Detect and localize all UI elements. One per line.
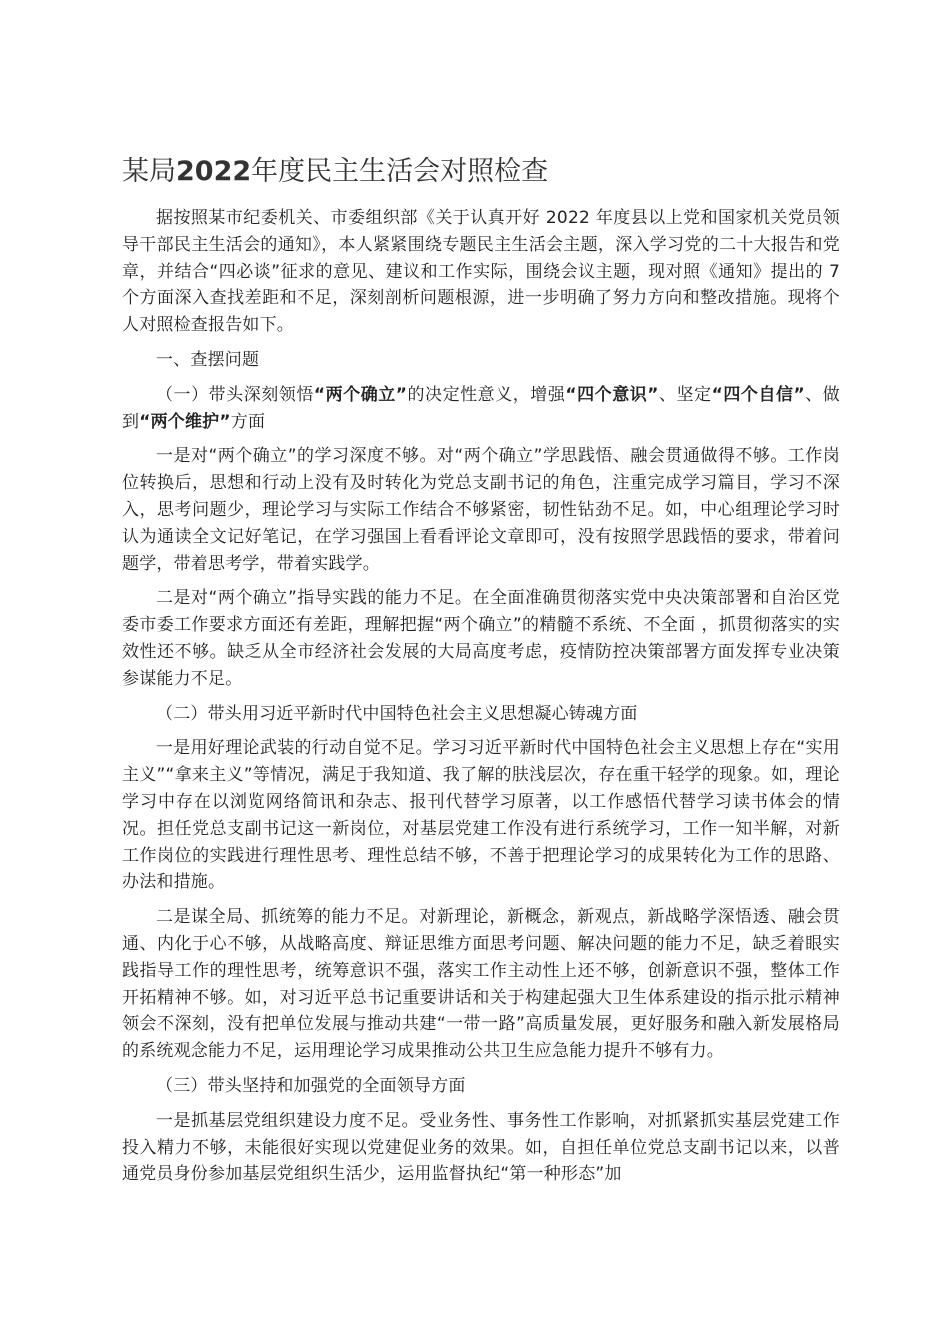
paragraph-2-1: 一是用好理论武装的行动自觉不足。学习习近平新时代中国特色社会主义思想上存在“实用主义”“拿来主义”等情况，满足于我知道、我了解的肤浅层次，存在重干轻学的现象。如，理论学习中存在以浏览网络简讯和杂志、报刊代替学习原著，以工作感悟代替学习读书体会的情况。担任党总支副书记这一新岗位，对基层党建工作没有进行系统学习，工作一知半解，对新工作岗位的实践进行理性思考、理性总结不够，不善于把理论学习的成果转化为工作的思路、办法和措施。 — [122, 738, 840, 893]
document-title — [122, 152, 548, 192]
subheading-1-part-i: 方面 — [230, 411, 266, 432]
document-body — [122, 205, 840, 1196]
paragraph-1-2: 二是对“两个确立”指导实践的能力不足。在全面准确贯彻落实党中央决策部署和自治区党委市委工作要求方面还有差距，理解把握“两个确立”的精髓不系统、不全面 ，抓贯彻落实的实效性还不够。缺乏从全市经济社会发展的大局高度考虑，疫情防控决策部署方面发挥专业决策参谋能力不足。 — [122, 588, 840, 689]
paragraph-2-2: 二是谋全局、抓统筹的能力不足。对新理论，新概念，新观点，新战略学深悟透、融会贯通、内化于心不够，从战略高度、辩证思维方面思考问题、解决问题的能力不足，缺乏着眼实践指导工作的理性思考，统筹意识不强，落实工作主动性上还不够，创新意识不强，整体工作开拓精神不够。如，对习近平总书记重要讲话和关于构建起强大卫生体系建设的指示批示精神领会不深刻，没有把单位发展与推动共建“一带一路”高质量发展，更好服务和融入新发展格局的系统观念能力不足，运用理论学习成果推动公共卫生应急能力提升不够有力。 — [122, 907, 840, 1062]
subheading-1 — [122, 382, 840, 436]
title-year: 2022 — [176, 156, 252, 187]
section-heading-problems: 一、查摆问题 — [156, 349, 260, 370]
intro-paragraph: 据按照某市纪委机关、市委组织部《关于认真开好 2022 年度县以上党和国家机关党员领导干部民主生活会的通知》，本人紧紧围绕专题民主生活会主题，深入学习党的二十大报告和党章，并结合“四必谈”征求的意见、建议和工作实际，围绕会议主题，现对照《通知》提出的 7 个方面深入查找差距和不足，深刻剖析问题根源，进一步明确了努力方向和整改措施。现将个人对照检查报告如下。 — [122, 208, 840, 336]
subheading-2: （二）带头用习近平新时代中国特色社会主义思想凝心铸魂方面 — [156, 703, 638, 724]
subheading-1-part-h: “两个维护” — [139, 411, 231, 432]
paragraph-1-1: 一是对“两个确立”的学习深度不够。对“两个确立”学思践悟、融会贯通做得不够。工作岗位转换后，思想和行动上没有及时转化为党总支副书记的角色，注重完成学习篇目，学习不深入，思考问题少，理论学习与实际工作结合不够紧密，韧性钻劲不足。如，中心组理论学习时认为通读全文记好笔记，在学习强国上看看评论文章即可，没有按照学思践悟的要求，带着问题学，带着思考学，带着实践学。 — [122, 446, 840, 574]
title-suffix: 年度民主生活会对照检查 — [251, 156, 549, 187]
paragraph-3-1: 一是抓基层党组织建设力度不足。受业务性、事务性工作影响，对抓紧抓实基层党建工作投入精力不够，未能很好实现以党建促业务的效果。如，自担任单位党总支副书记以来，以普通党员身份参加基层党组织生活少，运用监督执纪“第一种形态”加 — [122, 1110, 840, 1185]
subheading-1-part-d: “四个意识” — [565, 384, 659, 405]
subheading-1-part-e: 、坚定 — [658, 384, 712, 405]
subheading-1-part-b: “两个确立” — [313, 384, 408, 405]
subheading-1-part-c: 的决定性意义，增强 — [407, 384, 566, 405]
subheading-1-part-a: （一）带头深刻领悟 — [156, 384, 314, 405]
subheading-1-part-f: “四个自信” — [711, 384, 805, 405]
subheading-3: （三）带头坚持和加强党的全面领导方面 — [156, 1075, 466, 1096]
subheading-1-part-g: 、做到 — [122, 384, 840, 432]
title-prefix: 某局 — [122, 156, 176, 187]
